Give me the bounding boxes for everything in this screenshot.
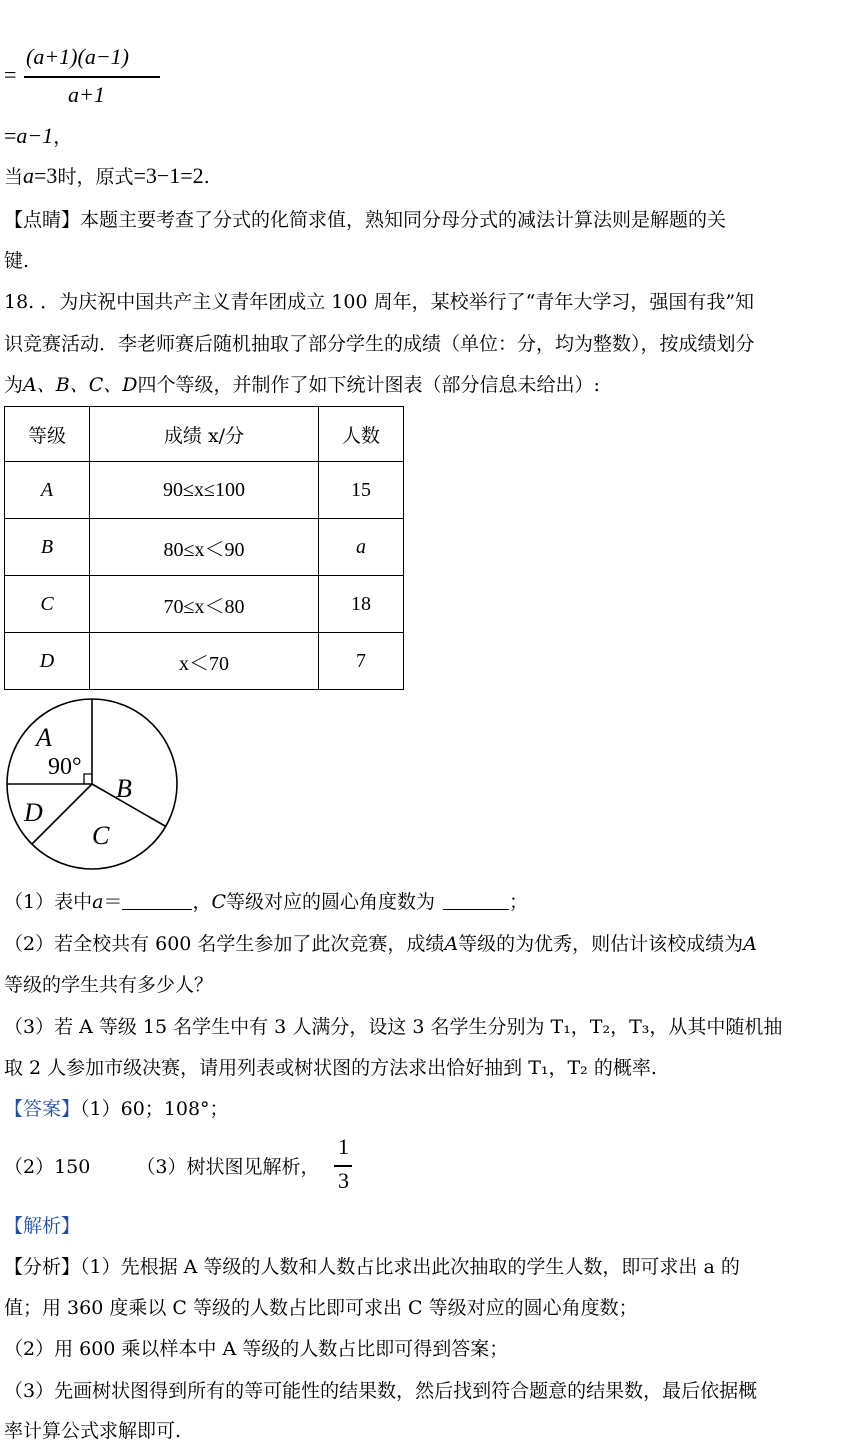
comment-line-1: 【点睛】本题主要考查了分式的化简求值，熟知同分母分式的减法计算法则是解题的关	[4, 209, 727, 231]
sub-question-3-line-1: （3）若 A 等级 15 名学生中有 3 人满分，设这 3 名学生分别为 T₁，T₂，T₃，从其中随机抽	[4, 1016, 783, 1038]
grade-cell: D	[5, 633, 90, 690]
sub-question-1: （1）表中a＝ ，C等级对应的圆心角度数为 ；	[4, 891, 529, 913]
analysis-line-4: （3）先画树状图得到所有的等可能性的结果数，然后找到符合题意的结果数，最后依据概	[4, 1380, 758, 1402]
header-score: 成绩 x/分	[90, 407, 319, 462]
pie-label-d: D	[24, 798, 43, 827]
pie-label-c: C	[92, 821, 110, 850]
count-cell: 18	[319, 576, 404, 633]
question-18-line-2: 识竞赛活动．李老师赛后随机抽取了部分学生的成绩（单位：分，均为整数），按成绩划分	[4, 333, 755, 355]
table-row	[5, 576, 404, 633]
score-cell: 80≤x＜90	[90, 519, 319, 576]
grade-table	[4, 406, 404, 690]
analysis-line-1: 【分析】（1）先根据 A 等级的人数和人数占比求出此次抽取的学生人数，即可求出 a 的	[4, 1256, 740, 1278]
table-header-row	[5, 407, 404, 462]
pie-angle-label: 90°	[48, 754, 82, 780]
question-18-line-1: 18. ．为庆祝中国共产主义青年团成立 100 周年，某校举行了“青年大学习，强国有我”知	[4, 291, 755, 313]
score-cell: 90≤x≤100	[90, 462, 319, 519]
question-18-line-3: 为A、B、C、D四个等级，并制作了如下统计图表（部分信息未给出）:	[4, 374, 600, 396]
count-cell: 7	[319, 633, 404, 690]
answer-blank-angle[interactable]	[443, 891, 509, 910]
analysis-line-5: 率计算公式求解即可.	[4, 1420, 182, 1442]
table-row	[5, 633, 404, 690]
sub-question-2-line-1: （2）若全校共有 600 名学生参加了此次竞赛，成绩A等级的为优秀，则估计该校成绩为A	[4, 933, 757, 955]
analysis-line-3: （2）用 600 乘以样本中 A 等级的人数占比即可得到答案；	[4, 1338, 509, 1360]
result-step: =a−1，	[4, 123, 73, 148]
header-count: 人数	[319, 407, 404, 462]
table-row	[5, 462, 404, 519]
substitution-line: 当a=3时，原式=3−1=2.	[4, 163, 210, 188]
score-cell: 70≤x＜80	[90, 576, 319, 633]
fraction-denominator: 3	[338, 1168, 349, 1193]
sub-question-3-line-2: 取 2 人参加市级决赛，请用列表或树状图的方法求出恰好抽到 T₁，T₂ 的概率.	[4, 1057, 657, 1079]
count-cell: a	[319, 519, 404, 576]
fraction-numerator: 1	[338, 1134, 349, 1159]
grade-cell: A	[5, 462, 90, 519]
score-cell: x＜70	[90, 633, 319, 690]
pie-label-a: A	[36, 723, 52, 752]
right-angle-mark	[84, 774, 92, 784]
fraction-step: = (a+1)(a−1) a+1	[4, 40, 174, 110]
analysis-line-2: 值；用 360 度乘以 C 等级的人数占比即可求出 C 等级对应的圆心角度数；	[4, 1297, 638, 1319]
table-row	[5, 519, 404, 576]
pie-chart	[0, 692, 190, 882]
header-grade: 等级	[5, 407, 90, 462]
grade-cell: B	[5, 519, 90, 576]
answer-tag: 【答案】	[4, 1098, 81, 1120]
answer-fraction	[334, 1134, 354, 1198]
count-cell: 15	[319, 462, 404, 519]
analysis-tag: 【解析】	[4, 1215, 81, 1237]
answer-blank-a[interactable]	[122, 891, 192, 910]
answer-line-1: 【答案】（1）60；108°；	[4, 1098, 229, 1120]
answer-line-2: （2）150 （3）树状图见解析，	[4, 1156, 320, 1178]
comment-line-2: 键.	[4, 250, 30, 272]
fraction-denominator: a+1	[68, 82, 105, 107]
pie-label-b: B	[116, 774, 132, 803]
sub-question-2-line-2: 等级的学生共有多少人？	[4, 974, 214, 996]
fraction-numerator: (a+1)(a−1)	[26, 44, 129, 69]
grade-cell: C	[5, 576, 90, 633]
